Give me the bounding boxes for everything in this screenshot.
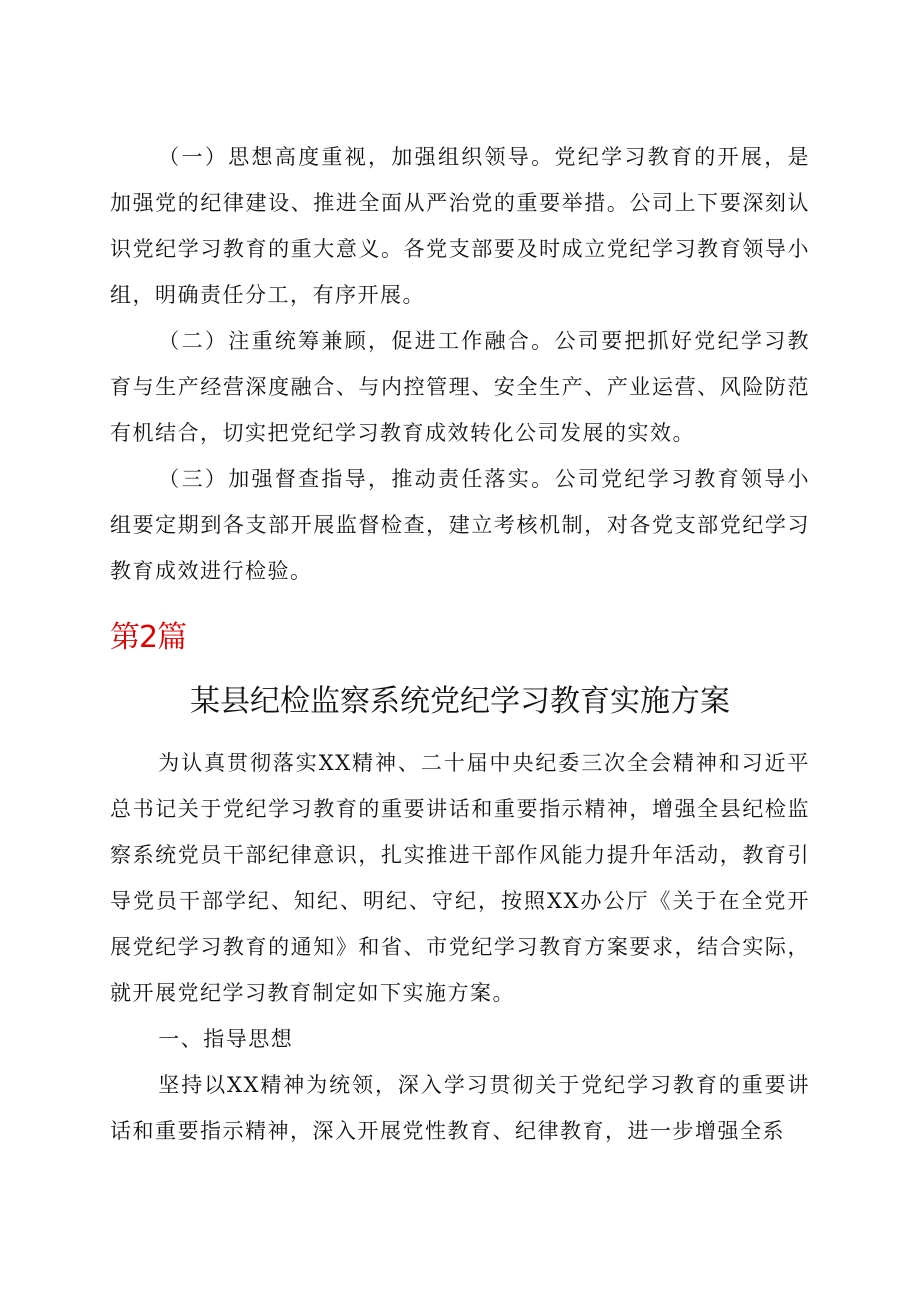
document-title: 某县纪检监察系统党纪学习教育实施方案 (190, 684, 730, 719)
paragraph-organization: （一）思想高度重视，加强组织领导。党纪学习教育的开展，是加强党的纪律建设、推进全面从严治党的重要举措。公司上下要深刻认识党纪学习教育的重大意义。各党支部要及时成立党纪学习教育领导小组，明确责任分工，有序开展。 (110, 145, 810, 307)
section-label: 第2篇 (110, 620, 187, 655)
paragraph-supervision: （三）加强督查指导，推动责任落实。公司党纪学习教育领导小组要定期到各支部开展监督检查，建立考核机制，对各党支部党纪学习教育成效进行检验。 (110, 467, 810, 583)
section-one-body (110, 134, 810, 594)
heading-guiding-ideology: 一、指导思想 (158, 1027, 294, 1051)
paragraph-guiding-ideology: 坚持以XX精神为统领，深入学习贯彻关于党纪学习教育的重要讲话和重要指示精神，深入开展党性教育、纪律教育，进一步增强全系 (110, 1073, 810, 1143)
section-two-body (110, 740, 810, 1154)
paragraph-intro: 为认真贯彻落实XX精神、二十届中央纪委三次全会精神和习近平总书记关于党纪学习教育的重要讲话和重要指示精神，增强全县纪检监察系统党员干部纪律意识，扎实推进干部作风能力提升年活动，教育引导党员干部学纪、知纪、明纪、守纪，按照XX办公厅《关于在全党开展党纪学习教育的通知》和省、市党纪学习教育方案要求，结合实际，就开展党纪学习教育制定如下实施方案。 (110, 751, 810, 1005)
paragraph-integration: （二）注重统筹兼顾，促进工作融合。公司要把抓好党纪学习教育与生产经营深度融合、与内控管理、安全生产、产业运营、风险防范有机结合，切实把党纪学习教育成效转化公司发展的实效。 (110, 329, 810, 445)
